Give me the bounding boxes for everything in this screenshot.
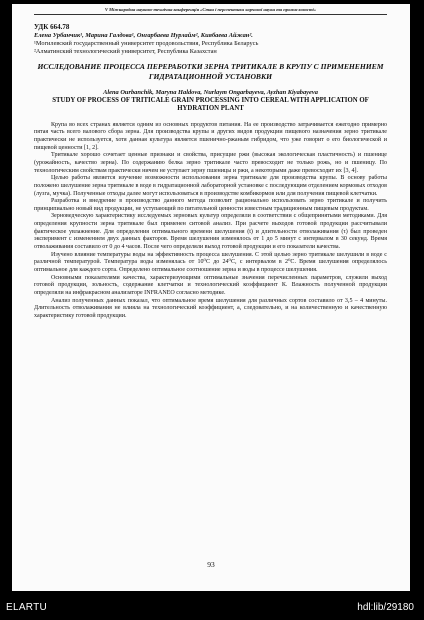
paragraph: Зерноведческую характеристику исследуемых зерновых культур определяли в соответствии с общепринятыми методиками. Для определения крупности зерна тритикале был применен ситовой анализ. При расчете выходов готовой продукции рассчитывали фактическое увлажнение. Для определения оптимального времени шелушения (t) и длительности отволаживания (τ) был проведен эксперимент с изменением двух данных факторов. Время шелушения изменялось от 1 до 5 минут с интервалом в 30 секунд. Время отволаживания составило от 0 до 4 часов. После чего определяли выход готовой продукции и его показатели качества. (34, 213, 387, 251)
paragraph: Целью работы является изучение возможности использования зерна тритикале для производства крупы. В основу работы положено шелушение зерна тритикале в воде в гидратационной лабораторной установке с последующим отделением кормовых отходов (лузга, мучка). Полученные отходы далее могут использоваться в производстве комбикормов или для получения пищевой клетчатки. (34, 175, 387, 197)
paragraph: Крупа во всех странах является одним из основных продуктов питания. На ее производство затрачивается ежегодно примерно пятая часть всего валового сбора зерна. Для производства крупы и других видов продукции пищевого назначения зерно тритикале практически не используется, хотя данная культура является пшенично-ржаным гибридом, что уже говорит о его биологической и пищевой ценности [1, 2]. (34, 121, 387, 151)
paragraph: Изучено влияние температуры воды на эффективность процесса шелушения. С этой целью зерно тритикале шелушили в воде с различной температурой. Температура воды изменялась от 10⁰С до 24⁰С, с интервалом в 2⁰С. Время шелушения определялось оптимальное для каждого сорта. Определено оптимальное соотношение зерна и воды в процессе шелушения. (34, 251, 387, 274)
paper-body (34, 122, 387, 321)
authors-en: Alena Ourbanchik, Maryna Haldova, Nurlaym Ongarbayeva, Ayzhan Kiyabayeva (103, 89, 318, 97)
title-ru: ИССЛЕДОВАНИЕ ПРОЦЕССА ПЕРЕРАБОТКИ ЗЕРНА ТРИТИКАЛЕ В КРУПУ С ПРИМЕНЕНИЕМ ГИДРАТАЦИОННОЙ УСТАНОВКИ (37, 62, 384, 81)
paragraph: Разработка и внедрение в производство данного метода позволит рационально использовать зерно тритикале и получить принципиально новый вид продукции, не уступающий по питательной ценности известным традиционным пищевым продуктам. (34, 198, 387, 212)
paragraph: Тритикале хорошо сочетает ценные признаки и свойства, присущие ржи (высокая экологическая пластичность) и пшенице (урожайность, качество зерна). По содержанию белка зерно тритикале часто превосходит не только рожь, но и пшеницу. По технологическим свойствам практически ничем не уступает зерну пшеницы и ржи, а некоторыми даже превосходит их [3, 4]. (34, 152, 387, 174)
affiliation-2: ²Алматинский технологический университет, Республика Казахстан (34, 47, 217, 55)
paragraph: Анализ полученных данных показал, что оптимальное время шелушения для различных сортов составило от 3,5 – 4 минуты. Длительность отволаживания не влияла на технологический коэффициент, а, следовательно, и на количественную и качественную характеристику готовой продукции. (34, 297, 387, 319)
udk-code: УДК 664.78 (34, 23, 70, 31)
viewer-footer (0, 591, 424, 620)
title-en: STUDY OF PROCESS OF TRITICALE GRAIN PROCESSING INTO CEREAL WITH APPLICATION OF HYDRATION PLANT (52, 97, 369, 113)
affiliation-1: ¹Могилевский государственный университет продовольствия, Республика Беларусь (34, 40, 259, 47)
repository-label: ELARTU (6, 602, 48, 613)
handle-label: hdl:lib/29180 (357, 602, 414, 613)
authors-ru: Елена Урбанчик¹, Марина Галдова¹, Онгарбаева Нурлайм², Киябаева Айжан². (34, 32, 253, 39)
document-page (12, 4, 410, 591)
conference-header: V Міжнародна науково-технічна конференція «Стан і перспективи харчової науки та промисловості» (34, 7, 387, 15)
page-number: 93 (207, 560, 215, 569)
paragraph: Основными показателями качества, характеризующими оптимальные значения перечисленных параметров, служили выход готовой продукции, зольность, содержание клетчатки и технологический коэффициент К. Влажность полученной продукции определяли на инфракрасном анализаторе INFRANEO согласно методике. (34, 274, 387, 297)
